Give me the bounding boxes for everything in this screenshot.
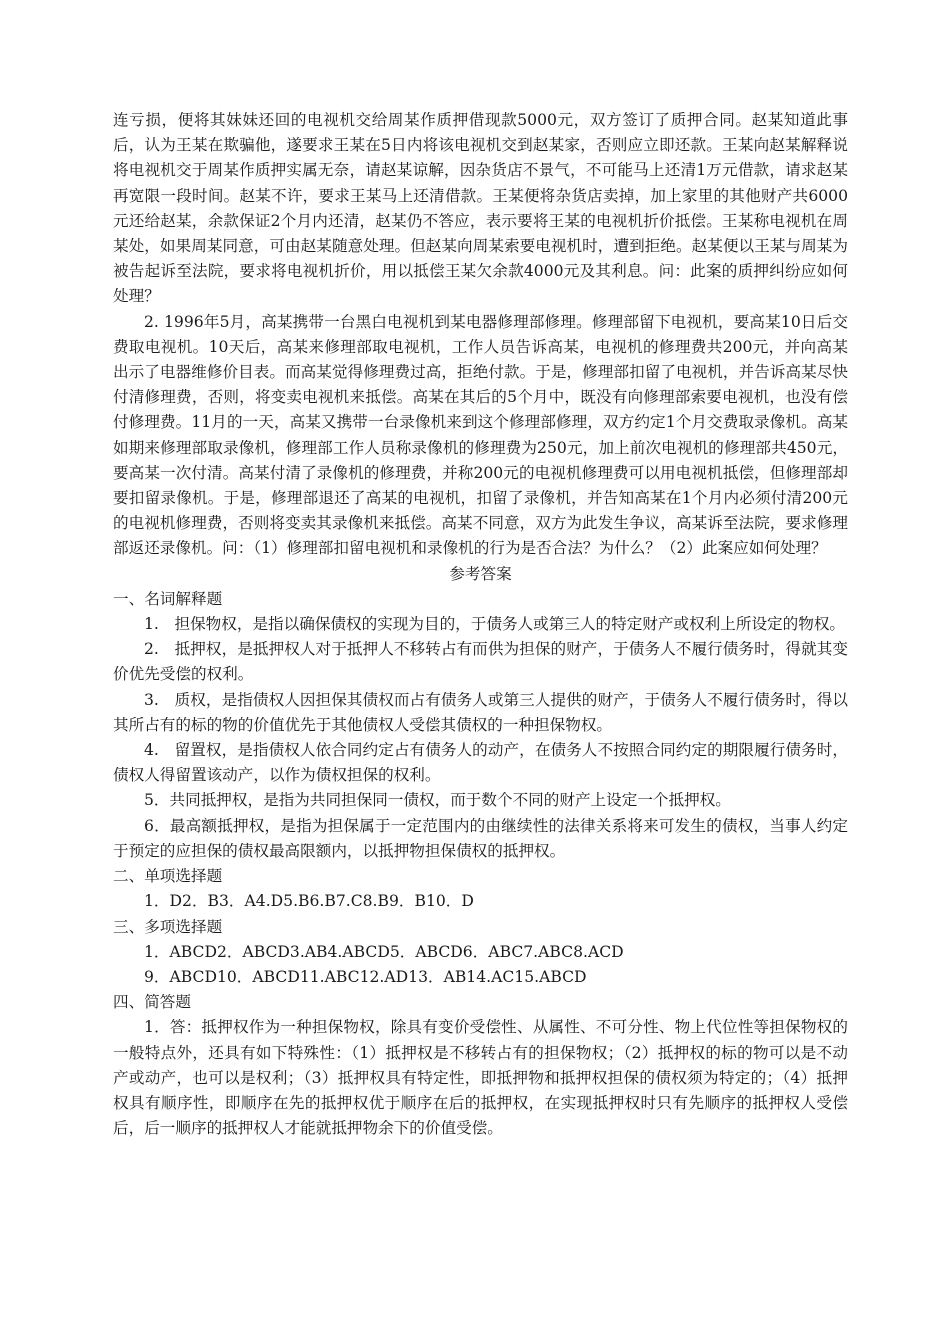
- document-page: [113, 108, 848, 1141]
- section-3-title: 三、多项选择题: [113, 917, 223, 936]
- short-answer-1: 1．答：抵押权作为一种担保物权，除具有变价受偿性、从属性、不可分性、物上代位性等担保物权的一般特点外，还具有如下特殊性：（1）抵押权是不移转占有的担保物权；（2）抵押权的标的物可以是不动产或动产，也可以是权利；（3）抵押权具有特定性，即抵押物和抵押权担保的债权须为特定的；（4）抵押权具有顺序性，即顺序在先的抵押权优于顺序在后的抵押权，在实现抵押权时只有先顺序的抵押权人受偿后，后一顺序的抵押权人才能就抵押物余下的价值受偿。: [113, 1018, 848, 1138]
- case-1-text: 连亏损，便将其妹妹还回的电视机交给周某作质押借现款5000元，双方签订了质押合同。赵某知道此事后，认为王某在欺骗他，遂要求王某在5日内将该电视机交到赵某家，否则应立即还款。王某向赵某解释说将电视机交于周某作质押实属无奈，请赵某谅解，因杂货店不景气，不可能马上还清1万元借款，请求赵某再宽限一段时间。赵某不许，要求王某马上还清借款。王某便将杂货店卖掉，加上家里的其他财产共6000元还给赵某，余款保证2个月内还清，赵某仍不答应，表示要将王某的电视机折价抵偿。王某称电视机在周某处，如果周某同意，可由赵某随意处理。但赵某向周某索要电视机时，遭到拒绝。赵某便以王某与周某为被告起诉至法院，要求将电视机折价，用以抵偿王某欠余款4000元及其利息。问：此案的质押纠纷应如何处理？: [113, 111, 848, 306]
- multi-choice-answers-2: 9．ABCD10．ABCD11.ABC12.AD13．AB14.AC15.ABCD: [144, 967, 587, 986]
- section-4-title: 四、简答题: [113, 993, 191, 1012]
- answer-title: 参考答案: [449, 564, 512, 583]
- definition-5: 5．共同抵押权，是指为共同担保同一债权，而于数个不同的财产上设定一个抵押权。: [144, 791, 731, 810]
- section-2-title: 二、单项选择题: [113, 867, 223, 886]
- case-2-text: 2. 1996年5月，高某携带一台黑白电视机到某电器修理部修理。修理部留下电视机，要高某10日后交费取电视机。10天后，高某来修理部取电视机，工作人员告诉高某，电视机的修理费共200元，并向高某出示了电器维修价目表。而高某觉得修理费过高，拒绝付款。于是，修理部扣留了电视机，并告诉高某尽快付清修理费，否则，将变卖电视机来抵偿。高某在其后的5个月中，既没有向修理部索要电视机，也没有偿付修理费。11月的一天，高某又携带一台录像机来到这个修理部修理，双方约定1个月交费取录像机。高某如期来修理部取录像机，修理部工作人员称录像机的修理费为250元，加上前次电视机的修理部共450元，要高某一次付清。高某付清了录像机的修理费，并称200元的电视机修理费可以用电视机抵偿，但修理部却要扣留录像机。于是，修理部退还了高某的电视机，扣留了录像机，并告知高某在1个月内必须付清200元的电视机修理费，否则将变卖其录像机来抵偿。高某不同意，双方为此发生争议，高某诉至法院，要求修理部返还录像机。问：（1）修理部扣留电视机和录像机的行为是否合法？为什么？（2）此案应如何处理？: [113, 312, 848, 558]
- definition-2: 2. 抵押权，是抵押权人对于抵押人不移转占有而供为担保的财产，于债务人不履行债务时，得就其变价优先受偿的权利。: [113, 640, 848, 684]
- definition-6: 6．最高额抵押权，是指为担保属于一定范围内的由继续性的法律关系将来可发生的债权，当事人约定于预定的应担保的债权最高限额内，以抵押物担保债权的抵押权。: [113, 816, 848, 860]
- definition-1: 1. 担保物权，是指以确保债权的实现为目的，于债务人或第三人的特定财产或权利上所设定的物权。: [144, 615, 846, 634]
- definition-4: 4. 留置权，是指债权人依合同约定占有债务人的动产，在债务人不按照合同约定的期限履行债务时，债权人得留置该动产，以作为债权担保的权利。: [113, 741, 848, 785]
- definition-3: 3. 质权，是指债权人因担保其债权而占有债务人或第三人提供的财产，于债务人不履行债务时，得以其所占有的标的物的价值优先于其他债权人受偿其债权的一种担保物权。: [113, 690, 848, 734]
- single-choice-answers: 1．D2．B3．A4.D5.B6.B7.C8.B9．B10．D: [144, 892, 474, 911]
- multi-choice-answers-1: 1．ABCD2．ABCD3.AB4.ABCD5．ABCD6．ABC7.ABC8.ACD: [144, 942, 624, 961]
- section-1-title: 一、名词解释题: [113, 589, 223, 608]
